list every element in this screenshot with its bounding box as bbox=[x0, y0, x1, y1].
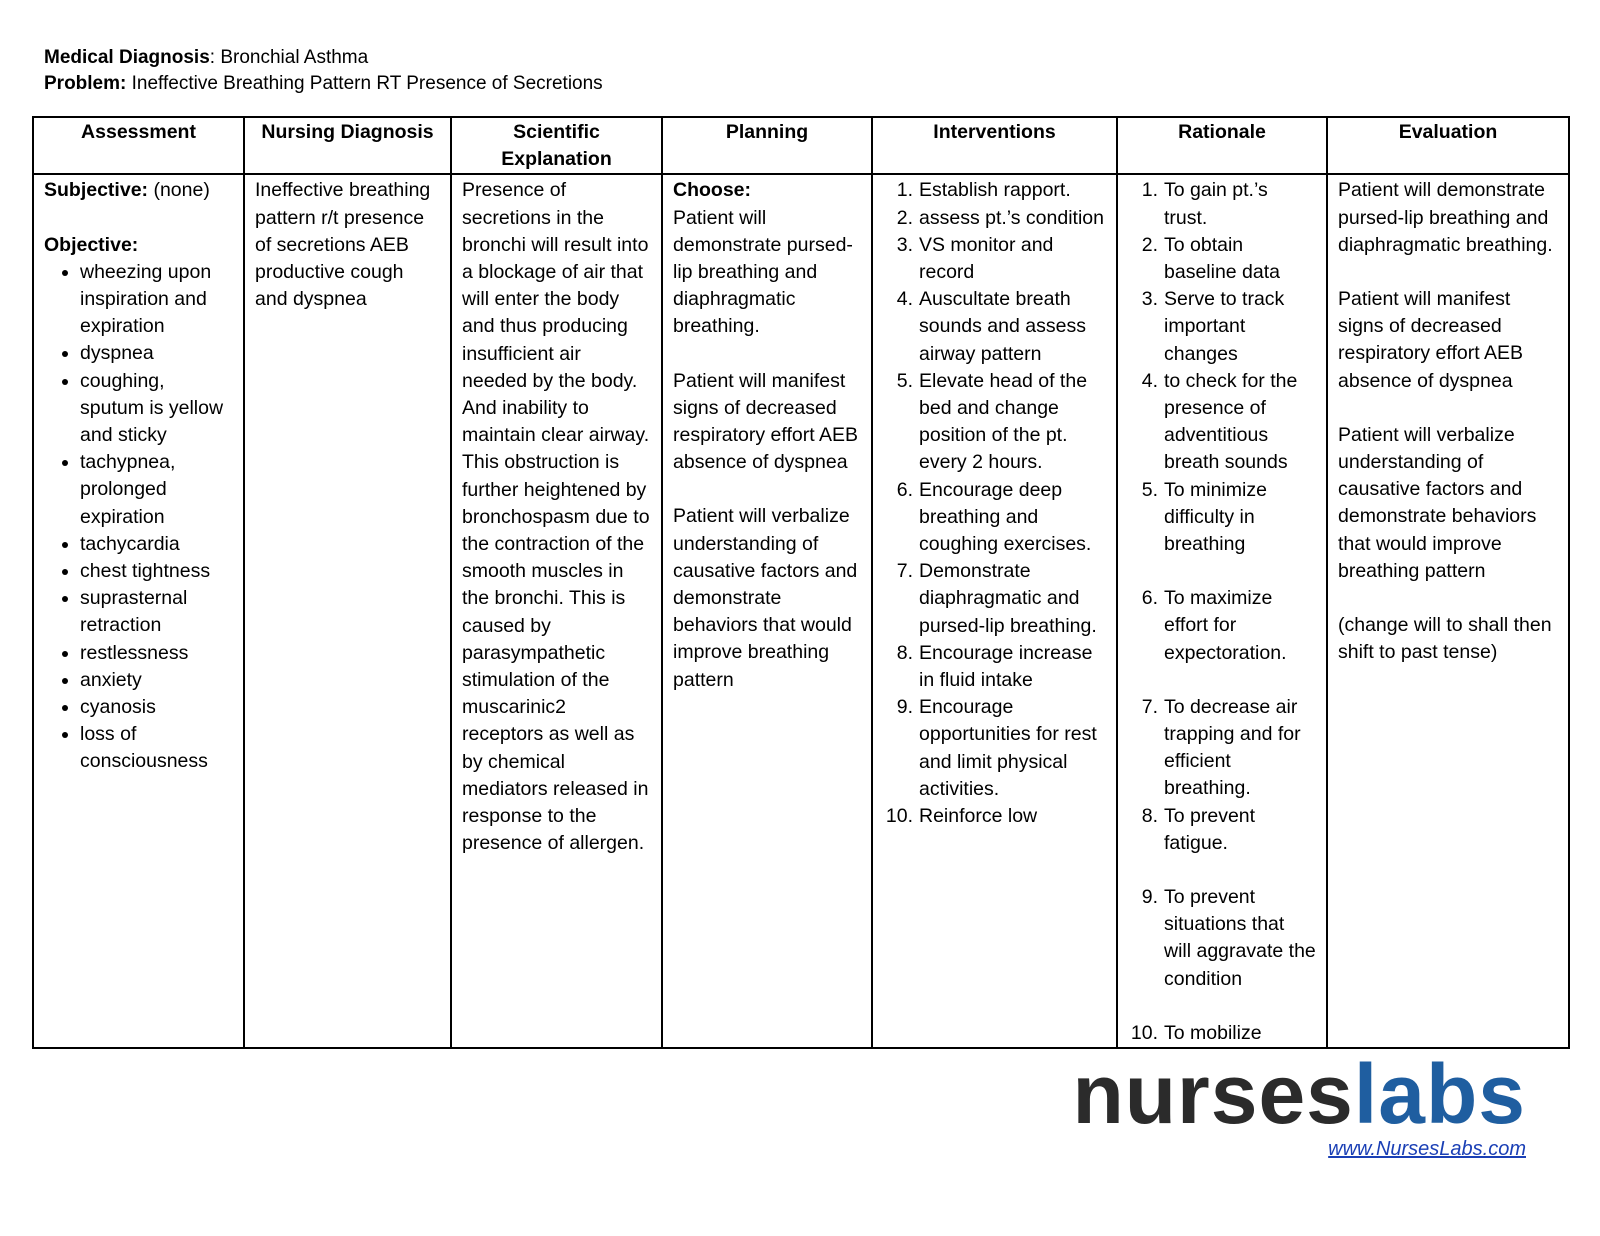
column-header-rationale: Rationale bbox=[1117, 117, 1327, 174]
rationale-list bbox=[1128, 177, 1316, 1047]
objective-label: Objective: bbox=[44, 233, 139, 256]
evaluation-item: Patient will demonstrate pursed-lip breathing and diaphragmatic breathing. bbox=[1338, 179, 1553, 256]
planning-goal: Patient will verbalize understanding of causative factors and demonstrate behaviors that would improve breathing pattern bbox=[673, 505, 858, 691]
nursing-diagnosis-text: Ineffective breathing pattern r/t presence of secretions AEB productive cough and dyspnea bbox=[255, 179, 431, 311]
subjective-label: Subjective: bbox=[44, 179, 149, 202]
evaluation-item: Patient will verbalize understanding of causative factors and demonstrate behaviors that would improve breathing pattern bbox=[1338, 423, 1537, 582]
list-item: • wheezing upon inspiration and expiration bbox=[80, 259, 233, 341]
list-item: • dyspnea bbox=[80, 340, 233, 367]
list-item: 10. Reinforce low bbox=[885, 805, 1038, 828]
list-item: 8. To prevent fatigue. bbox=[1141, 804, 1256, 854]
list-item: • suprasternal retraction bbox=[80, 585, 233, 639]
table-row bbox=[33, 174, 1569, 1048]
list-item: 10. To mobilize bbox=[1130, 1021, 1262, 1044]
column-header-evaluation: Evaluation bbox=[1327, 117, 1569, 174]
column-header-planning: Planning bbox=[662, 117, 872, 174]
list-item: 2. To obtain baseline data bbox=[1141, 233, 1281, 284]
medical-diagnosis-value: Bronchial Asthma bbox=[215, 47, 369, 68]
list-item: • loss of consciousness bbox=[80, 721, 233, 775]
list-item: • tachycardia bbox=[80, 531, 233, 558]
problem-label: Problem: bbox=[44, 73, 127, 94]
list-item: 3. Serve to track important changes bbox=[1141, 288, 1285, 365]
list-item: 4. Auscultate breath sounds and assess airway pattern bbox=[896, 288, 1086, 365]
column-header-nursing-diagnosis: Nursing Diagnosis bbox=[244, 117, 451, 174]
problem-value: Ineffective Breathing Pattern RT Presence of Secretions bbox=[126, 73, 603, 94]
table-header-row bbox=[33, 117, 1569, 174]
list-item: 6. Encourage deep breathing and coughing exercises. bbox=[896, 478, 1092, 556]
evaluation-item: Patient will manifest signs of decreased respiratory effort AEB absence of dyspnea bbox=[1338, 288, 1523, 392]
objective-list bbox=[44, 259, 233, 776]
planning-goal: Patient will demonstrate pursed-lip breathing and diaphragmatic breathing. bbox=[673, 206, 853, 338]
document-header bbox=[44, 45, 603, 97]
choose-label: Choose: bbox=[673, 179, 751, 202]
medical-diagnosis-label: Medical Diagnosis bbox=[44, 47, 210, 68]
interventions-list bbox=[883, 177, 1106, 830]
column-header-assessment: Assessment bbox=[33, 117, 244, 174]
logo-wordmark: nurseslabs bbox=[1072, 1047, 1526, 1141]
interventions-cell bbox=[872, 174, 1117, 1048]
subjective-line bbox=[44, 177, 233, 204]
list-item: 6. To maximize effort for expectoration. bbox=[1141, 587, 1287, 664]
nursing-care-plan-table bbox=[32, 116, 1570, 1049]
list-item: 1. To gain pt.’s trust. bbox=[1141, 179, 1268, 229]
list-item: • restlessness bbox=[80, 640, 233, 667]
list-item: • tachypnea, prolonged expiration bbox=[80, 449, 233, 531]
subjective-value: (none) bbox=[148, 179, 210, 202]
planning-cell bbox=[662, 174, 872, 1048]
nursing-diagnosis-cell bbox=[244, 174, 451, 1048]
list-item: • anxiety bbox=[80, 667, 233, 694]
planning-goal: Patient will manifest signs of decreased respiratory effort AEB absence of dyspnea bbox=[673, 369, 858, 474]
scientific-explanation-text: Presence of secretions in the bronchi will result into a blockage of air that will enter the body and thus producing insufficient air needed by the body. And inability to maintain clear airway. This obstruction is further heightened by bronchospasm due to the contraction of the smooth muscles in the bronchi. This is caused by parasympathetic stimulation of the muscarinic2 receptors as well as by chemical mediators released in response to the presence of allergen. bbox=[462, 179, 650, 855]
list-item: 1. Establish rapport. bbox=[896, 179, 1071, 202]
column-header-scientific-explanation: Scientific Explanation bbox=[451, 117, 662, 174]
problem-line bbox=[44, 71, 603, 97]
nurseslabs-logo bbox=[1072, 1047, 1526, 1161]
list-item: 4. to check for the presence of adventitious breath sounds bbox=[1141, 369, 1298, 474]
list-item: 5. To minimize difficulty in breathing bbox=[1141, 478, 1267, 556]
evaluation-cell bbox=[1327, 174, 1569, 1048]
list-item: 8. Encourage increase in fluid intake bbox=[896, 641, 1093, 692]
medical-diagnosis-line: Medical Diagnosis: Bronchial Asthma bbox=[44, 47, 369, 68]
assessment-cell bbox=[33, 174, 244, 1048]
column-header-interventions: Interventions bbox=[872, 117, 1117, 174]
list-item: 7. Demonstrate diaphragmatic and pursed-lip breathing. bbox=[896, 560, 1097, 637]
list-item: 9. Encourage opportunities for rest and limit physical activities. bbox=[896, 696, 1097, 800]
list-item: 9. To prevent situations that will aggravate the condition bbox=[1141, 886, 1316, 990]
evaluation-note: (change will to shall then shift to past tense) bbox=[1338, 614, 1552, 664]
list-item: 5. Elevate head of the bed and change position of the pt. every 2 hours. bbox=[896, 369, 1088, 474]
list-item: 7. To decrease air trapping and for efficient breathing. bbox=[1141, 695, 1301, 800]
list-item: 3. VS monitor and record bbox=[896, 233, 1054, 284]
scientific-explanation-cell bbox=[451, 174, 662, 1048]
website-link[interactable]: www.NursesLabs.com bbox=[1328, 1138, 1526, 1160]
list-item: • chest tightness bbox=[80, 558, 233, 585]
list-item: 2. assess pt.’s condition bbox=[896, 206, 1104, 229]
rationale-cell bbox=[1117, 174, 1327, 1048]
list-item: • cyanosis bbox=[80, 694, 233, 721]
list-item: • coughing, sputum is yellow and sticky bbox=[80, 368, 233, 450]
